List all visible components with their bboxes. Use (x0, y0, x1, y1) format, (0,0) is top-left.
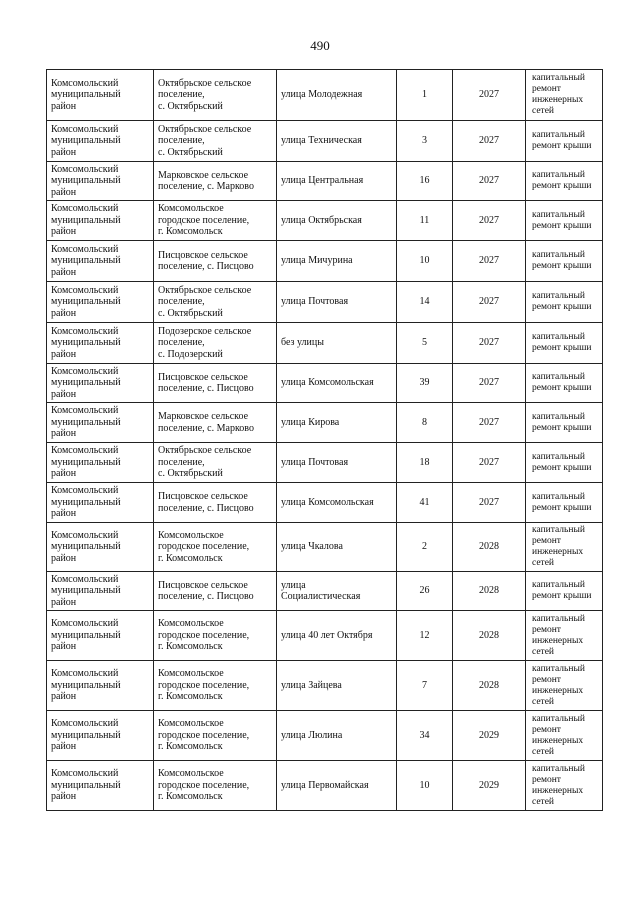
settlement-cell: Писцовское сельское поселение, с. Писцово (154, 572, 277, 611)
year-cell: 2027 (453, 483, 526, 523)
work-type-cell: капитальный ремонт инженерных сетей (526, 761, 603, 811)
work-type-cell: капитальный ремонт крыши (526, 323, 603, 364)
district-cell: Комсомольский муниципальный район (47, 121, 154, 162)
year-cell: 2028 (453, 661, 526, 711)
work-type-cell: капитальный ремонт инженерных сетей (526, 611, 603, 661)
street-cell: улица Социалистическая (277, 572, 397, 611)
table-row (47, 483, 603, 523)
year-cell: 2027 (453, 403, 526, 443)
work-type-cell: капитальный ремонт крыши (526, 443, 603, 483)
settlement-cell: Октябрьское сельское поселение, с. Октябрьский (154, 70, 277, 121)
year-cell: 2028 (453, 572, 526, 611)
street-cell: улица Мичурина (277, 241, 397, 282)
work-type-cell: капитальный ремонт крыши (526, 483, 603, 523)
year-cell: 2027 (453, 121, 526, 162)
house-number-cell: 34 (397, 711, 453, 761)
settlement-cell: Марковское сельское поселение, с. Марково (154, 403, 277, 443)
house-number-cell: 39 (397, 364, 453, 403)
street-cell: улица Люлина (277, 711, 397, 761)
street-cell: улица 40 лет Октября (277, 611, 397, 661)
street-cell: улица Центральная (277, 162, 397, 201)
house-number-cell: 3 (397, 121, 453, 162)
district-cell: Комсомольский муниципальный район (47, 323, 154, 364)
work-type-cell: капитальный ремонт крыши (526, 121, 603, 162)
district-cell: Комсомольский муниципальный район (47, 364, 154, 403)
work-type-cell: капитальный ремонт крыши (526, 364, 603, 403)
house-number-cell: 16 (397, 162, 453, 201)
street-cell: улица Комсомольская (277, 364, 397, 403)
house-number-cell: 26 (397, 572, 453, 611)
table-row (47, 70, 603, 121)
district-cell: Комсомольский муниципальный район (47, 711, 154, 761)
street-cell: улица Почтовая (277, 443, 397, 483)
house-number-cell: 5 (397, 323, 453, 364)
year-cell: 2027 (453, 323, 526, 364)
district-cell: Комсомольский муниципальный район (47, 611, 154, 661)
table-row (47, 711, 603, 761)
house-number-cell: 10 (397, 241, 453, 282)
table-row (47, 364, 603, 403)
table-row (47, 201, 603, 241)
settlement-cell: Октябрьское сельское поселение, с. Октябрьский (154, 443, 277, 483)
repair-schedule-table (46, 69, 603, 811)
street-cell: улица Кирова (277, 403, 397, 443)
work-type-cell: капитальный ремонт крыши (526, 282, 603, 323)
settlement-cell: Марковское сельское поселение, с. Марково (154, 162, 277, 201)
district-cell: Комсомольский муниципальный район (47, 201, 154, 241)
settlement-cell: Комсомольское городское поселение, г. Комсомольск (154, 611, 277, 661)
year-cell: 2027 (453, 282, 526, 323)
table-row (47, 611, 603, 661)
settlement-cell: Комсомольское городское поселение, г. Комсомольск (154, 523, 277, 572)
settlement-cell: Октябрьское сельское поселение, с. Октябрьский (154, 282, 277, 323)
year-cell: 2027 (453, 162, 526, 201)
settlement-cell: Комсомольское городское поселение, г. Комсомольск (154, 761, 277, 811)
street-cell: улица Зайцева (277, 661, 397, 711)
settlement-cell: Комсомольское городское поселение, г. Комсомольск (154, 661, 277, 711)
street-cell: улица Первомайская (277, 761, 397, 811)
district-cell: Комсомольский муниципальный район (47, 241, 154, 282)
work-type-cell: капитальный ремонт инженерных сетей (526, 661, 603, 711)
table-row (47, 443, 603, 483)
street-cell: улица Октябрьская (277, 201, 397, 241)
table-row (47, 761, 603, 811)
table-row (47, 282, 603, 323)
district-cell: Комсомольский муниципальный район (47, 403, 154, 443)
year-cell: 2027 (453, 201, 526, 241)
settlement-cell: Подозерское сельское поселение, с. Подозерский (154, 323, 277, 364)
work-type-cell: капитальный ремонт инженерных сетей (526, 711, 603, 761)
year-cell: 2027 (453, 241, 526, 282)
year-cell: 2027 (453, 364, 526, 403)
district-cell: Комсомольский муниципальный район (47, 661, 154, 711)
street-cell: улица Чкалова (277, 523, 397, 572)
table-row (47, 241, 603, 282)
settlement-cell: Писцовское сельское поселение, с. Писцово (154, 241, 277, 282)
table-row (47, 162, 603, 201)
district-cell: Комсомольский муниципальный район (47, 761, 154, 811)
year-cell: 2029 (453, 761, 526, 811)
settlement-cell: Комсомольское городское поселение, г. Комсомольск (154, 711, 277, 761)
settlement-cell: Писцовское сельское поселение, с. Писцово (154, 364, 277, 403)
house-number-cell: 8 (397, 403, 453, 443)
district-cell: Комсомольский муниципальный район (47, 483, 154, 523)
work-type-cell: капитальный ремонт крыши (526, 241, 603, 282)
district-cell: Комсомольский муниципальный район (47, 162, 154, 201)
page-number: 490 (310, 38, 330, 53)
house-number-cell: 7 (397, 661, 453, 711)
year-cell: 2029 (453, 711, 526, 761)
district-cell: Комсомольский муниципальный район (47, 443, 154, 483)
year-cell: 2028 (453, 523, 526, 572)
house-number-cell: 41 (397, 483, 453, 523)
table-row (47, 572, 603, 611)
district-cell: Комсомольский муниципальный район (47, 282, 154, 323)
settlement-cell: Октябрьское сельское поселение, с. Октябрьский (154, 121, 277, 162)
house-number-cell: 10 (397, 761, 453, 811)
table-row (47, 523, 603, 572)
work-type-cell: капитальный ремонт крыши (526, 403, 603, 443)
table-row (47, 661, 603, 711)
work-type-cell: капитальный ремонт инженерных сетей (526, 523, 603, 572)
work-type-cell: капитальный ремонт крыши (526, 162, 603, 201)
settlement-cell: Комсомольское городское поселение, г. Комсомольск (154, 201, 277, 241)
house-number-cell: 11 (397, 201, 453, 241)
house-number-cell: 18 (397, 443, 453, 483)
table-row (47, 323, 603, 364)
table-row (47, 121, 603, 162)
settlement-cell: Писцовское сельское поселение, с. Писцово (154, 483, 277, 523)
year-cell: 2027 (453, 70, 526, 121)
work-type-cell: капитальный ремонт крыши (526, 201, 603, 241)
district-cell: Комсомольский муниципальный район (47, 523, 154, 572)
street-cell: без улицы (277, 323, 397, 364)
district-cell: Комсомольский муниципальный район (47, 70, 154, 121)
street-cell: улица Техническая (277, 121, 397, 162)
work-type-cell: капитальный ремонт крыши (526, 572, 603, 611)
house-number-cell: 1 (397, 70, 453, 121)
table-row (47, 403, 603, 443)
street-cell: улица Молодежная (277, 70, 397, 121)
district-cell: Комсомольский муниципальный район (47, 572, 154, 611)
street-cell: улица Комсомольская (277, 483, 397, 523)
house-number-cell: 12 (397, 611, 453, 661)
year-cell: 2028 (453, 611, 526, 661)
house-number-cell: 2 (397, 523, 453, 572)
street-cell: улица Почтовая (277, 282, 397, 323)
house-number-cell: 14 (397, 282, 453, 323)
year-cell: 2027 (453, 443, 526, 483)
work-type-cell: капитальный ремонт инженерных сетей (526, 70, 603, 121)
